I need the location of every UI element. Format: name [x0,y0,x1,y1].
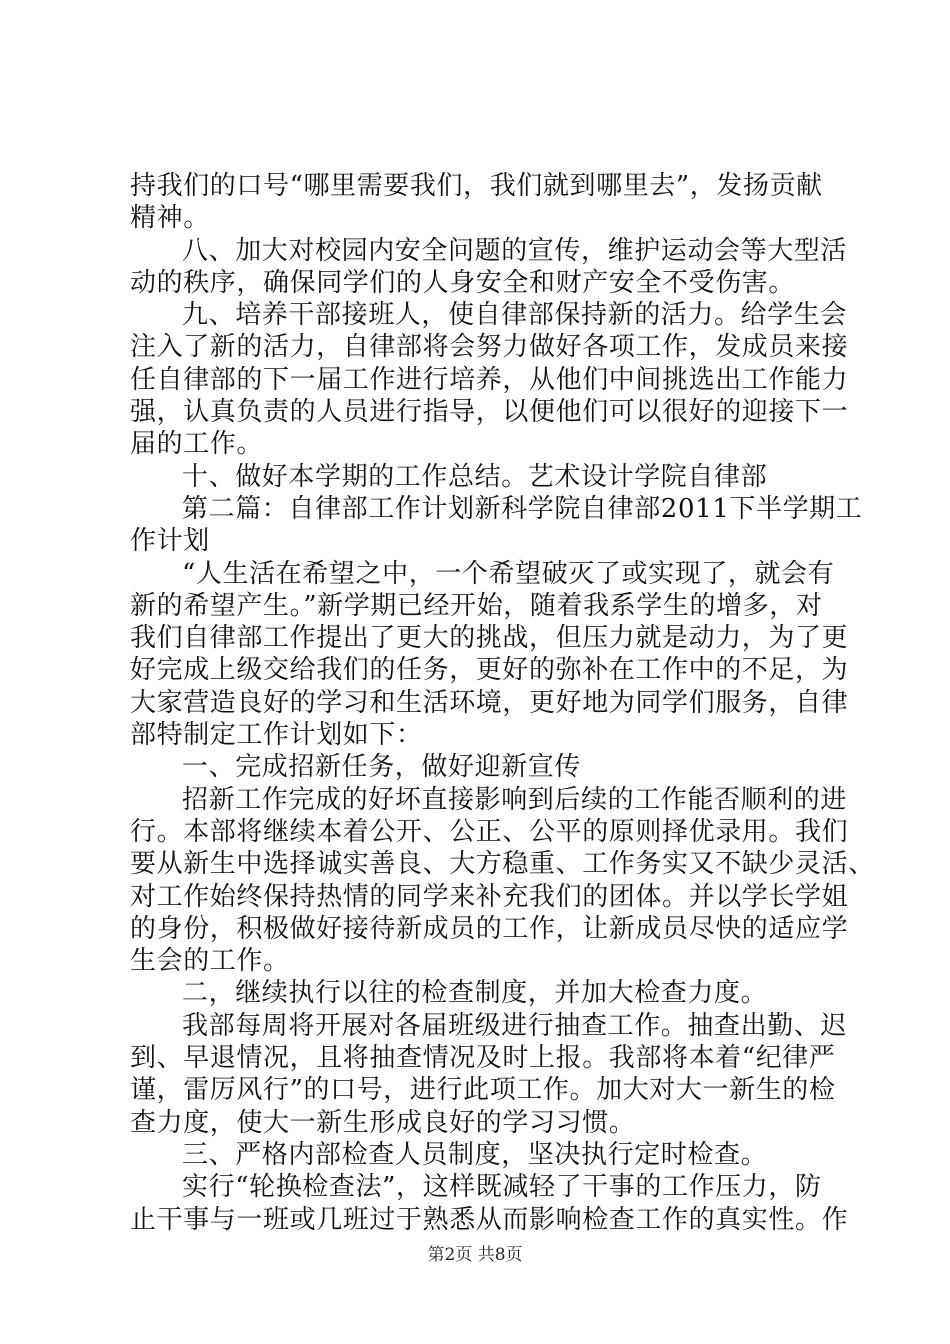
text-line: 动的秩序，确保同学们的人身安全和财产安全不受伤害。 [130,267,796,298]
text-line: 新的希望产生。”新学期已经开始，随着我系学生的增多，对 [130,590,823,621]
text-line: 第二篇：自律部工作计划新科学院自律部2011下半学期工 [182,493,863,524]
text-line: 八、加大对校园内安全问题的宣传，维护运动会等大型活 [182,235,848,266]
text-line: 持我们的口号“哪里需要我们，我们就到哪里去”，发扬贡献 [130,171,823,201]
text-line: 九、培养干部接班人，使自律部保持新的活力。给学生会 [182,300,848,331]
text-line: 一、完成招新任务，做好迎新宣传 [182,752,582,783]
text-line: 作计划 [130,526,210,557]
text-line: 任自律部的下一届工作进行培养，从他们中间挑选出工作能力 [130,364,849,395]
text-line: 我们自律部工作提出了更大的挑战，但压力就是动力，为了更 [130,623,849,654]
text-line: 行。本部将继续本着公开、公正、公平的原则择优录用。我们 [130,816,849,847]
text-line: 大家营造良好的学习和生活环境，更好地为同学们服务，自律 [130,687,849,718]
text-line: 三、严格内部检查人员制度，坚决执行定时检查。 [182,1139,768,1170]
text-line: 精神。 [130,203,210,234]
text-line: 部特制定工作计划如下： [130,720,423,751]
text-line: 生会的工作。 [130,946,290,977]
text-line: 我部每周将开展对各届班级进行抽查工作。抽查出勤、迟 [182,1010,848,1041]
text-line: 届的工作。 [130,429,264,460]
text-line: 强，认真负责的人员进行指导，以便他们可以很好的迎接下一 [130,397,849,428]
text-line: 查力度，使大一新生形成良好的学习习惯。 [130,1107,636,1138]
text-line: 注入了新的活力，自律部将会努力做好各项工作，发成员来接 [130,332,849,363]
text-line: 二，继续执行以往的检查制度，并加大检查力度。 [182,978,768,1009]
text-line: “人生活在希望之中，一个希望破灭了或实现了，就会有 [182,558,835,589]
text-line: 十、做好本学期的工作总结。艺术设计学院自律部 [182,461,768,492]
text-line: 谨，雷厉风行”的口号，进行此项工作。加大对大一新生的检 [130,1075,836,1106]
text-line: 对工作始终保持热情的同学来补充我们的团体。并以学长学姐 [130,881,849,912]
text-line: 要从新生中选择诚实善良、大方稳重、工作务实又不缺少灵活、 [130,849,875,880]
text-line: 止干事与一班或几班过于熟悉从而影响检查工作的真实性。作 [130,1204,849,1235]
text-line: 到、早退情况，且将抽查情况及时上报。我部将本着“纪律严 [130,1043,836,1074]
text-line: 实行“轮换检查法”，这样既减轻了干事的工作压力，防 [182,1172,822,1203]
text-line: 好完成上级交给我们的任务，更好的弥补在工作中的不足，为 [130,655,849,686]
text-line: 的身份，积极做好接待新成员的工作，让新成员尽快的适应学 [130,913,849,944]
document-body [130,170,875,1236]
page-number-footer: 第2页 共8页 [427,1245,523,1265]
text-line: 招新工作完成的好坏直接影响到后续的工作能否顺利的进 [182,784,848,815]
